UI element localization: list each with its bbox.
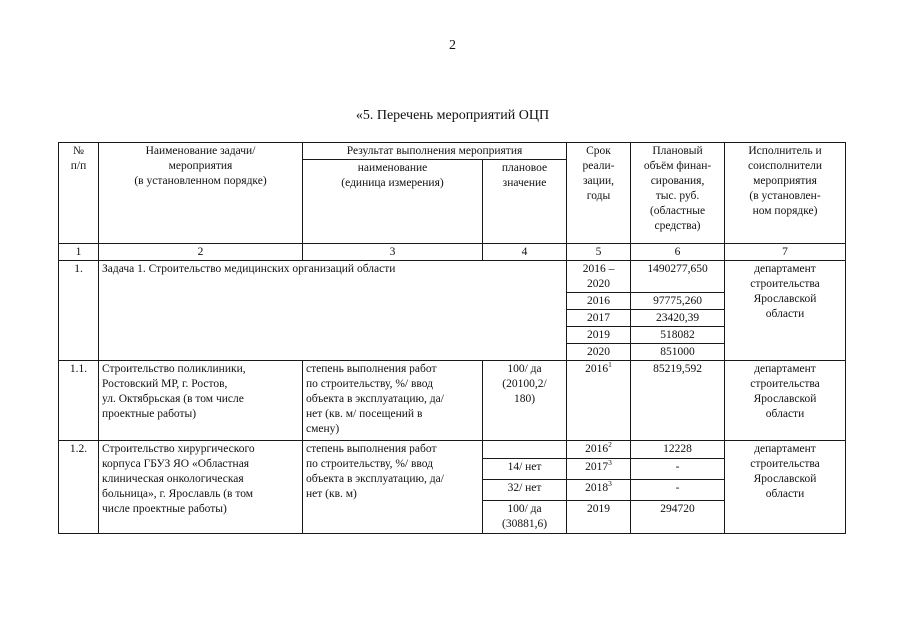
footnote-mark: 1 bbox=[608, 360, 612, 370]
header-result: Результат выполнения мероприятия bbox=[303, 143, 567, 160]
funding-cell: 97775,260 bbox=[631, 293, 725, 310]
funding-cell: - bbox=[631, 459, 725, 480]
header-result-name: наименование (единица измерения) bbox=[303, 160, 483, 244]
column-number-row bbox=[59, 244, 846, 261]
measures-table bbox=[58, 142, 846, 534]
task-name: Строительство хирургического корпуса ГБУЗ ЯО «Областная клиническая онкологическая больница», г. Ярославль (в том числе проектные работы) bbox=[99, 441, 303, 534]
plan-value: 32/ нет bbox=[483, 480, 567, 501]
header-result-plan: плановое значение bbox=[483, 160, 567, 244]
footnote-mark: 3 bbox=[608, 458, 612, 468]
indicator-name: степень выполнения работ по строительству, %/ ввод объекта в эксплуатацию, да/ нет (кв. м/ посещений в смену) bbox=[303, 361, 483, 441]
funding-cell: 294720 bbox=[631, 501, 725, 534]
column-number: 5 bbox=[567, 244, 631, 261]
plan-value: 100/ да (20100,2/ 180) bbox=[483, 361, 567, 441]
executor-cell: департамент строительства Ярославской области bbox=[725, 261, 846, 361]
term-cell: 2017 bbox=[567, 310, 631, 327]
funding-cell: 12228 bbox=[631, 441, 725, 459]
column-number: 2 bbox=[99, 244, 303, 261]
column-number: 1 bbox=[59, 244, 99, 261]
header-task: Наименование задачи/ мероприятия (в установленном порядке) bbox=[99, 143, 303, 244]
term-cell: 2016 bbox=[567, 293, 631, 310]
table-row bbox=[59, 261, 846, 293]
row-number: 1.1. bbox=[59, 361, 99, 441]
column-number: 3 bbox=[303, 244, 483, 261]
task-name: Строительство поликлиники, Ростовский МР, г. Ростов, ул. Октябрьская (в том числе проектные работы) bbox=[99, 361, 303, 441]
table-row bbox=[59, 441, 846, 459]
header-no: № п/п bbox=[59, 143, 99, 244]
row-number: 1. bbox=[59, 261, 99, 361]
footnote-mark: 2 bbox=[608, 440, 612, 450]
funding-cell: 1490277,650 bbox=[631, 261, 725, 293]
term-cell: 2018$^3$ bbox=[567, 480, 631, 501]
column-number: 6 bbox=[631, 244, 725, 261]
plan-value: 100/ да (30881,6) bbox=[483, 501, 567, 534]
term-cell: 2019 bbox=[567, 501, 631, 534]
term-cell: 2016 – 2020 bbox=[567, 261, 631, 293]
task-name: Задача 1. Строительство медицинских организаций области bbox=[99, 261, 567, 361]
column-number: 7 bbox=[725, 244, 846, 261]
funding-cell: - bbox=[631, 480, 725, 501]
plan-value bbox=[483, 441, 567, 459]
plan-value: 14/ нет bbox=[483, 459, 567, 480]
header-executor: Исполнитель и соисполнители мероприятия (в установлен- ном порядке) bbox=[725, 143, 846, 244]
document-title: «5. Перечень мероприятий ОЦП bbox=[355, 108, 550, 123]
term-cell: 2020 bbox=[567, 344, 631, 361]
header-funding: Плановый объём финан- сирования, тыс. руб. (областные средства) bbox=[631, 143, 725, 244]
row-number: 1.2. bbox=[59, 441, 99, 534]
executor-cell: департамент строительства Ярославской области bbox=[725, 441, 846, 534]
page-number: 2 bbox=[449, 38, 456, 53]
indicator-name: степень выполнения работ по строительству, %/ ввод объекта в эксплуатацию, да/ нет (кв. м) bbox=[303, 441, 483, 534]
column-number: 4 bbox=[483, 244, 567, 261]
term-cell: 2017$^3$ bbox=[567, 459, 631, 480]
header-term: Срок реали- зации, годы bbox=[567, 143, 631, 244]
funding-cell: 23420,39 bbox=[631, 310, 725, 327]
executor-cell: департамент строительства Ярославской области bbox=[725, 361, 846, 441]
funding-cell: 518082 bbox=[631, 327, 725, 344]
term-cell: 2016$^2$ bbox=[567, 441, 631, 459]
funding-cell: 85219,592 bbox=[631, 361, 725, 441]
funding-cell: 851000 bbox=[631, 344, 725, 361]
table-row bbox=[59, 361, 846, 441]
term-cell: 2019 bbox=[567, 327, 631, 344]
header-row bbox=[59, 143, 846, 160]
term-cell: 2016$^1$ bbox=[567, 361, 631, 441]
footnote-mark: 3 bbox=[608, 479, 612, 489]
